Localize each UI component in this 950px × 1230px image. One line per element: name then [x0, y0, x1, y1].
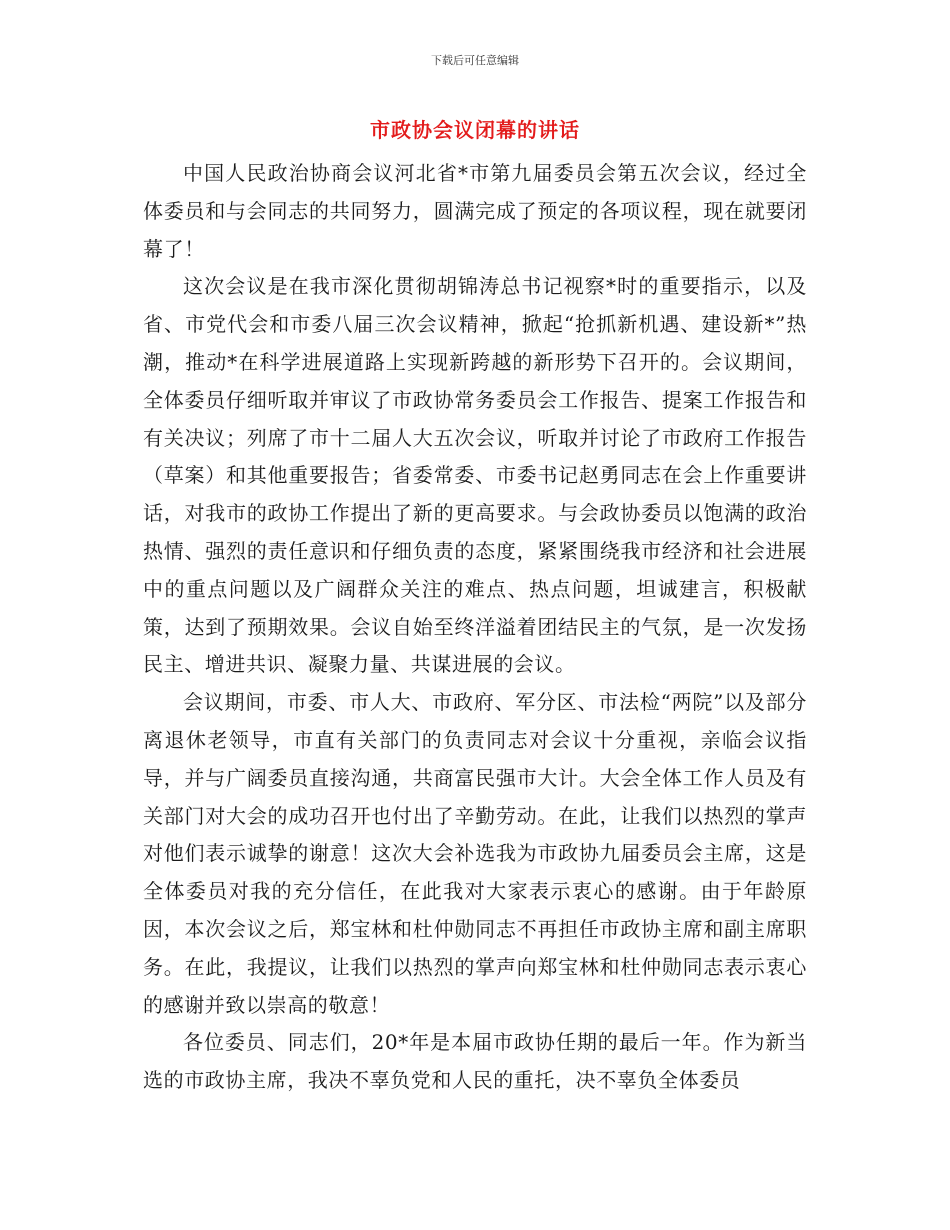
page-header-note: 下载后可任意编辑 [431, 54, 519, 67]
document-body [143, 155, 807, 1100]
paragraph-1: 中国人民政治协商会议河北省*市第九届委员会第五次会议，经过全体委员和与会同志的共同努力，圆满完成了预定的各项议程，现在就要闭幕了！ [143, 161, 807, 261]
paragraph-2: 这次会议是在我市深化贯彻胡锦涛总书记视察*时的重要指示，以及省、市党代会和市委八届三次会议精神，掀起“抢抓新机遇、建设新*”热潮，推动*在科学进展道路上实现新跨越的新形势下召开的。会议期间，全体委员仔细听取并审议了市政协常务委员会工作报告、提案工作报告和有关决议；列席了市十二届人大五次会议，听取并讨论了市政府工作报告（草案）和其他重要报告；省委常委、市委书记赵勇同志在会上作重要讲话，对我市的政协工作提出了新的更高要求。与会政协委员以饱满的政治热情、强烈的责任意识和仔细负责的态度，紧紧围绕我市经济和社会进展中的重点问题以及广阔群众关注的难点、热点问题，坦诚建言，积极献策，达到了预期效果。会议自始至终洋溢着团结民主的气氛，是一次发扬民主、增进共识、凝聚力量、共谋进展的会议。 [143, 274, 807, 677]
paragraph-4: 各位委员、同志们，20*年是本届市政协任期的最后一年。作为新当选的市政协主席，我决不辜负党和人民的重托，决不辜负全体委员 [143, 1030, 807, 1093]
document-title: 市政协会议闭幕的讲话 [370, 118, 580, 142]
paragraph-3: 会议期间，市委、市人大、市政府、军分区、市法检“两院”以及部分离退休老领导，市直有关部门的负责同志对会议十分重视，亲临会议指导，并与广阔委员直接沟通，共商富民强市大计。大会全体工作人员及有关部门对大会的成功召开也付出了辛勤劳动。在此，让我们以热烈的掌声对他们表示诚挚的谢意！这次大会补选我为市政协九届委员会主席，这是全体委员对我的充分信任，在此我对大家表示衷心的感谢。由于年龄原因，本次会议之后，郑宝林和杜仲勋同志不再担任市政协主席和副主席职务。在此，我提议，让我们以热烈的掌声向郑宝林和杜仲勋同志表示衷心的感谢并致以崇高的敬意！ [143, 690, 807, 1017]
